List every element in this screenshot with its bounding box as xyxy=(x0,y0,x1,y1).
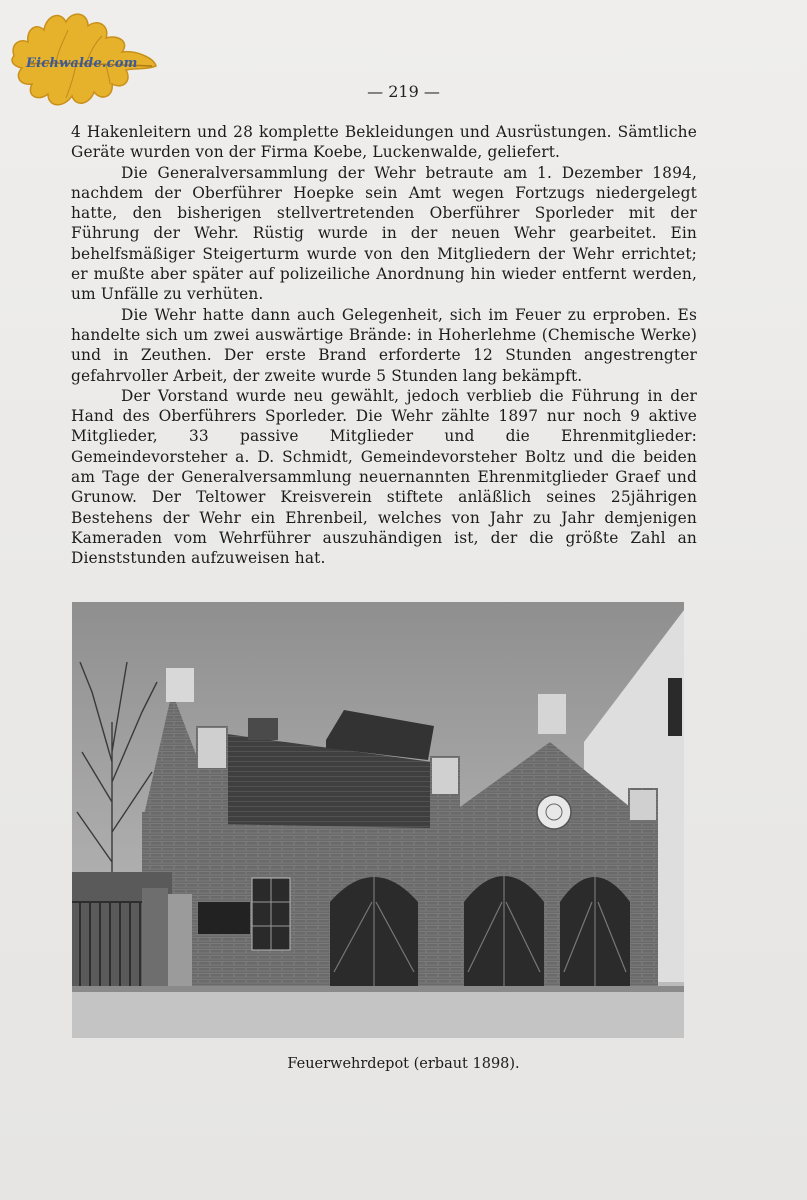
page-number: — 219 — xyxy=(367,82,440,101)
paragraph-2: Die Generalversammlung der Wehr betraute am 1. Dezember 1894, nachdem der Oberführer Hoepke sein Amt wegen Fortzugs niedergelegt hatte, den bisherigen stellvertretenden Oberführer Sporleder mit der Führung der Wehr. Rüstig wurde in der neuen Wehr gearbeitet. Ein behelfsmäßiger Steigerturm wurde von den Mitgliedern der Wehr errichtet; er mußte aber später auf polizeiliche Anordnung hin wieder entfernt werden, um Unfälle zu verhüten. xyxy=(71,163,697,304)
logo-text: Eichwalde.com xyxy=(26,56,138,71)
paragraph-4: Der Vorstand wurde neu gewählt, jedoch verblieb die Führung in der Hand des Oberführers Sporleder. Die Wehr zählte 1897 nur noch 9 aktive Mitglieder, 33 passive Mitglieder und die Ehrenmitglieder: Gemeindevorsteher a. D. Schmidt, Gemeindevorsteher Boltz und die beiden am Tage der Generalversammlung neuernannten Ehrenmitglieder Graef und Grunow. Der Teltower Kreisverein stiftete anläßlich seines 25jährigen Bestehens der Wehr ein Ehrenbeil, welches von Jahr zu Jahr demjenigen Kameraden vom Wehrführer auszuhändigen ist, der die größte Zahl an Dienststunden aufzuweisen hat. xyxy=(71,386,697,568)
fire-station-photo xyxy=(72,602,684,1038)
figure-caption: Feuerwehrdepot (erbaut 1898). xyxy=(287,1056,520,1072)
body-text xyxy=(71,122,697,569)
paragraph-3: Die Wehr hatte dann auch Gelegenheit, sich im Feuer zu erproben. Es handelte sich um zwei auswärtige Brände: in Hoherlehme (Chemische Werke) und in Zeuthen. Der erste Brand erforderte 12 Stunden angestrengter gefahrvoller Arbeit, der zweite wurde 5 Stunden lang bekämpft. xyxy=(71,305,697,385)
paragraph-1: 4 Hakenleitern und 28 komplette Bekleidungen und Ausrüstungen. Sämtliche Geräte wurden von der Firma Koebe, Luckenwalde, geliefert. xyxy=(71,123,697,162)
